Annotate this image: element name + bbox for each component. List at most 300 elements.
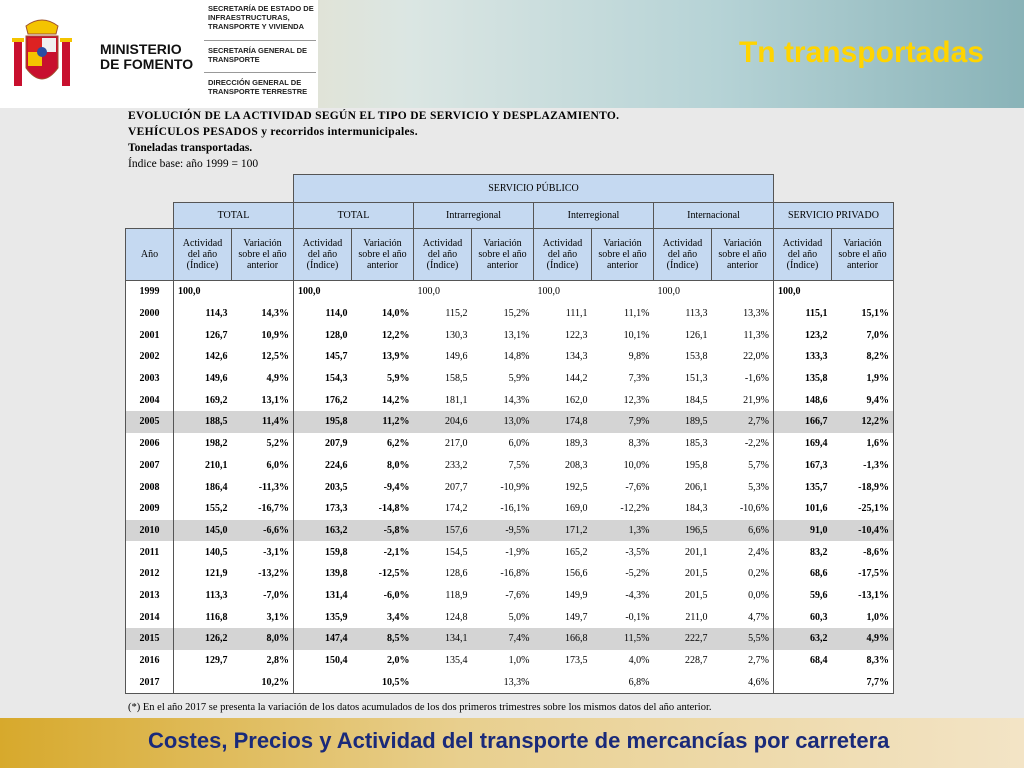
- table-row: [126, 411, 894, 433]
- table-row: [126, 650, 894, 672]
- index-cell: 126,2: [174, 628, 232, 650]
- index-cell: 204,6: [414, 411, 472, 433]
- year-cell: 2011: [126, 541, 174, 563]
- variation-cell: 0,0%: [712, 585, 774, 607]
- variation-cell: 5,9%: [472, 368, 534, 390]
- index-cell: 224,6: [294, 455, 352, 477]
- index-cell: 114,0: [294, 303, 352, 325]
- index-cell: 189,5: [654, 411, 712, 433]
- variation-cell: 13,3%: [472, 671, 534, 693]
- header-total: TOTAL: [174, 203, 294, 229]
- variation-cell: 7,4%: [472, 628, 534, 650]
- variation-cell: 10,5%: [352, 671, 414, 693]
- year-cell: 2014: [126, 606, 174, 628]
- index-cell: 159,8: [294, 541, 352, 563]
- variation-cell: 10,1%: [592, 324, 654, 346]
- index-cell: 100,0: [414, 281, 472, 303]
- index-cell: 140,5: [174, 541, 232, 563]
- header-variacion: Variación sobre el año anterior: [832, 229, 894, 281]
- subheader-row: [126, 229, 894, 281]
- year-cell: 2005: [126, 411, 174, 433]
- index-cell: 153,8: [654, 346, 712, 368]
- index-cell: 158,5: [414, 368, 472, 390]
- index-cell: 201,1: [654, 541, 712, 563]
- index-cell: 169,0: [534, 498, 592, 520]
- year-cell: 2013: [126, 585, 174, 607]
- header-ano: Año: [126, 229, 174, 281]
- variation-cell: -9,5%: [472, 520, 534, 542]
- variation-cell: -10,9%: [472, 476, 534, 498]
- table-caption: [128, 108, 619, 172]
- index-cell: 126,1: [654, 324, 712, 346]
- index-cell: 186,4: [174, 476, 232, 498]
- footnote: (*) En el año 2017 se presenta la variación de los datos acumulados de los dos primeros trimestres sobre los mismos datos del año anterior.: [128, 702, 712, 713]
- variation-cell: 2,7%: [712, 411, 774, 433]
- variation-cell: 2,0%: [352, 650, 414, 672]
- index-cell: 149,6: [174, 368, 232, 390]
- caption-line-4: Índice base: año 1999 = 100: [128, 158, 259, 170]
- variation-cell: 6,8%: [592, 671, 654, 693]
- variation-cell: -5,8%: [352, 520, 414, 542]
- index-cell: 123,2: [774, 324, 832, 346]
- index-cell: 201,5: [654, 563, 712, 585]
- index-cell: 173,3: [294, 498, 352, 520]
- variation-cell: -16,8%: [472, 563, 534, 585]
- variation-cell: -17,5%: [832, 563, 894, 585]
- index-cell: 135,8: [774, 368, 832, 390]
- secretaria-estado: SECRETARÍA DE ESTADO DE INFRAESTRUCTURAS, TRANSPORTE Y VIVIENDA: [208, 4, 314, 31]
- year-cell: 2010: [126, 520, 174, 542]
- year-cell: 2000: [126, 303, 174, 325]
- index-cell: 167,3: [774, 455, 832, 477]
- variation-cell: 5,7%: [712, 455, 774, 477]
- index-cell: 100,0: [654, 281, 712, 303]
- department-block: [200, 0, 318, 108]
- variation-cell: 4,9%: [832, 628, 894, 650]
- variation-cell: 6,0%: [472, 433, 534, 455]
- variation-cell: 15,1%: [832, 303, 894, 325]
- index-cell: [414, 671, 472, 693]
- index-cell: 128,0: [294, 324, 352, 346]
- index-cell: 207,7: [414, 476, 472, 498]
- variation-cell: 1,6%: [832, 433, 894, 455]
- index-cell: [294, 671, 352, 693]
- variation-cell: 4,9%: [232, 368, 294, 390]
- ministry-name: [100, 42, 193, 72]
- variation-cell: -8,6%: [832, 541, 894, 563]
- variation-cell: [352, 281, 414, 303]
- variation-cell: 8,0%: [232, 628, 294, 650]
- variation-cell: -10,4%: [832, 520, 894, 542]
- variation-cell: 0,2%: [712, 563, 774, 585]
- index-cell: 192,5: [534, 476, 592, 498]
- variation-cell: 7,5%: [472, 455, 534, 477]
- table-body: [126, 281, 894, 694]
- variation-cell: 5,5%: [712, 628, 774, 650]
- index-cell: 134,3: [534, 346, 592, 368]
- variation-cell: -16,1%: [472, 498, 534, 520]
- table-row: [126, 628, 894, 650]
- variation-cell: [472, 281, 534, 303]
- index-cell: 203,5: [294, 476, 352, 498]
- header-total-publico: TOTAL: [294, 203, 414, 229]
- variation-cell: 14,2%: [352, 389, 414, 411]
- variation-cell: -9,4%: [352, 476, 414, 498]
- table-row: [126, 433, 894, 455]
- index-cell: 151,3: [654, 368, 712, 390]
- variation-cell: 7,9%: [592, 411, 654, 433]
- ministry-logo-area: [0, 0, 200, 108]
- header-servicio-privado: SERVICIO PRIVADO: [774, 203, 894, 229]
- header-actividad: Actividad del año (Índice): [174, 229, 232, 281]
- year-cell: 1999: [126, 281, 174, 303]
- variation-cell: [712, 281, 774, 303]
- variation-cell: -25,1%: [832, 498, 894, 520]
- variation-cell: -6,0%: [352, 585, 414, 607]
- table-row: [126, 520, 894, 542]
- index-cell: 101,6: [774, 498, 832, 520]
- variation-cell: 15,2%: [472, 303, 534, 325]
- index-cell: 100,0: [534, 281, 592, 303]
- variation-cell: 10,2%: [232, 671, 294, 693]
- index-cell: 130,3: [414, 324, 472, 346]
- table-row: [126, 606, 894, 628]
- divider: [204, 40, 316, 41]
- index-cell: 68,4: [774, 650, 832, 672]
- variation-cell: 13,1%: [232, 389, 294, 411]
- variation-cell: -0,1%: [592, 606, 654, 628]
- index-cell: 147,4: [294, 628, 352, 650]
- variation-cell: 1,3%: [592, 520, 654, 542]
- variation-cell: 3,1%: [232, 606, 294, 628]
- variation-cell: 10,0%: [592, 455, 654, 477]
- index-cell: 222,7: [654, 628, 712, 650]
- header-internacional: Internacional: [654, 203, 774, 229]
- index-cell: [534, 671, 592, 693]
- table-row: [126, 498, 894, 520]
- variation-cell: -12,2%: [592, 498, 654, 520]
- year-cell: 2008: [126, 476, 174, 498]
- header-actividad: Actividad del año (Índice): [534, 229, 592, 281]
- variation-cell: -12,5%: [352, 563, 414, 585]
- index-cell: 181,1: [414, 389, 472, 411]
- index-cell: 189,3: [534, 433, 592, 455]
- year-cell: 2004: [126, 389, 174, 411]
- caption-line-1: EVOLUCIÓN DE LA ACTIVIDAD SEGÚN EL TIPO DE SERVICIO Y DESPLAZAMIENTO.: [128, 110, 620, 122]
- index-cell: 233,2: [414, 455, 472, 477]
- variation-cell: 12,2%: [352, 324, 414, 346]
- header-variacion: Variación sobre el año anterior: [232, 229, 294, 281]
- index-cell: [774, 671, 832, 693]
- variation-cell: 13,1%: [472, 324, 534, 346]
- variation-cell: 12,5%: [232, 346, 294, 368]
- index-cell: 176,2: [294, 389, 352, 411]
- index-cell: 100,0: [174, 281, 232, 303]
- index-cell: 188,5: [174, 411, 232, 433]
- header-interregional: Interregional: [534, 203, 654, 229]
- variation-cell: 4,7%: [712, 606, 774, 628]
- index-cell: 124,8: [414, 606, 472, 628]
- index-cell: 91,0: [774, 520, 832, 542]
- index-cell: 131,4: [294, 585, 352, 607]
- index-cell: 100,0: [774, 281, 832, 303]
- table-row: [126, 389, 894, 411]
- index-cell: 128,6: [414, 563, 472, 585]
- year-cell: 2012: [126, 563, 174, 585]
- index-cell: 154,5: [414, 541, 472, 563]
- index-cell: 174,8: [534, 411, 592, 433]
- index-cell: 169,2: [174, 389, 232, 411]
- index-cell: 184,5: [654, 389, 712, 411]
- variation-cell: -2,2%: [712, 433, 774, 455]
- year-cell: 2006: [126, 433, 174, 455]
- variation-cell: 2,7%: [712, 650, 774, 672]
- year-cell: 2002: [126, 346, 174, 368]
- variation-cell: 5,9%: [352, 368, 414, 390]
- index-cell: 166,8: [534, 628, 592, 650]
- variation-cell: -3,5%: [592, 541, 654, 563]
- index-cell: 116,8: [174, 606, 232, 628]
- variation-cell: 8,3%: [592, 433, 654, 455]
- index-cell: 113,3: [174, 585, 232, 607]
- index-cell: 111,1: [534, 303, 592, 325]
- index-cell: [654, 671, 712, 693]
- variation-cell: 12,3%: [592, 389, 654, 411]
- variation-cell: 11,2%: [352, 411, 414, 433]
- index-cell: 228,7: [654, 650, 712, 672]
- variation-cell: 13,9%: [352, 346, 414, 368]
- variation-cell: 14,8%: [472, 346, 534, 368]
- data-table: [125, 174, 894, 694]
- index-cell: 133,3: [774, 346, 832, 368]
- index-cell: 201,5: [654, 585, 712, 607]
- index-cell: 100,0: [294, 281, 352, 303]
- index-cell: 59,6: [774, 585, 832, 607]
- variation-cell: -7,6%: [472, 585, 534, 607]
- caption-line-2: VEHÍCULOS PESADOS y recorridos intermunicipales.: [128, 126, 418, 138]
- blank-cell: [126, 175, 294, 203]
- variation-cell: -4,3%: [592, 585, 654, 607]
- variation-cell: 6,0%: [232, 455, 294, 477]
- blank-cell: [774, 175, 894, 203]
- index-cell: 156,6: [534, 563, 592, 585]
- index-cell: 184,3: [654, 498, 712, 520]
- index-cell: 121,9: [174, 563, 232, 585]
- index-cell: 129,7: [174, 650, 232, 672]
- index-cell: 150,4: [294, 650, 352, 672]
- variation-cell: [232, 281, 294, 303]
- header-intrarregional: Intrarregional: [414, 203, 534, 229]
- header-actividad: Actividad del año (Índice): [654, 229, 712, 281]
- caption-line-3: Toneladas transportadas.: [128, 142, 253, 154]
- index-cell: 144,2: [534, 368, 592, 390]
- variation-cell: 7,0%: [832, 324, 894, 346]
- variation-cell: 8,0%: [352, 455, 414, 477]
- variation-cell: -6,6%: [232, 520, 294, 542]
- variation-cell: 2,8%: [232, 650, 294, 672]
- variation-cell: 6,2%: [352, 433, 414, 455]
- variation-cell: 4,6%: [712, 671, 774, 693]
- variation-cell: 11,5%: [592, 628, 654, 650]
- index-cell: 148,6: [774, 389, 832, 411]
- index-cell: 149,7: [534, 606, 592, 628]
- index-cell: 60,3: [774, 606, 832, 628]
- index-cell: 173,5: [534, 650, 592, 672]
- variation-cell: -11,3%: [232, 476, 294, 498]
- year-cell: 2015: [126, 628, 174, 650]
- index-cell: 211,0: [654, 606, 712, 628]
- variation-cell: 5,2%: [232, 433, 294, 455]
- variation-cell: 2,4%: [712, 541, 774, 563]
- table-row: [126, 671, 894, 693]
- index-cell: 165,2: [534, 541, 592, 563]
- secretaria-general: SECRETARÍA GENERAL DE TRANSPORTE: [208, 46, 308, 64]
- variation-cell: -7,6%: [592, 476, 654, 498]
- variation-cell: -10,6%: [712, 498, 774, 520]
- variation-cell: 1,0%: [832, 606, 894, 628]
- index-cell: 113,3: [654, 303, 712, 325]
- index-cell: 122,3: [534, 324, 592, 346]
- index-cell: 198,2: [174, 433, 232, 455]
- variation-cell: 7,3%: [592, 368, 654, 390]
- header-variacion: Variación sobre el año anterior: [352, 229, 414, 281]
- variation-cell: 13,3%: [712, 303, 774, 325]
- index-cell: 166,7: [774, 411, 832, 433]
- variation-cell: -14,8%: [352, 498, 414, 520]
- index-cell: 142,6: [174, 346, 232, 368]
- footer-title: Costes, Precios y Actividad del transporte de mercancías por carretera: [148, 728, 890, 753]
- table-row: [126, 346, 894, 368]
- index-cell: 145,0: [174, 520, 232, 542]
- table-row: [126, 455, 894, 477]
- index-cell: 114,3: [174, 303, 232, 325]
- index-cell: 149,6: [414, 346, 472, 368]
- index-cell: 145,7: [294, 346, 352, 368]
- variation-cell: -5,2%: [592, 563, 654, 585]
- index-cell: 196,5: [654, 520, 712, 542]
- year-cell: 2009: [126, 498, 174, 520]
- variation-cell: -3,1%: [232, 541, 294, 563]
- variation-cell: 9,8%: [592, 346, 654, 368]
- variation-cell: 1,9%: [832, 368, 894, 390]
- index-cell: 210,1: [174, 455, 232, 477]
- index-cell: 163,2: [294, 520, 352, 542]
- year-cell: 2003: [126, 368, 174, 390]
- variation-cell: -13,2%: [232, 563, 294, 585]
- index-cell: [174, 671, 232, 693]
- variation-cell: 14,3%: [232, 303, 294, 325]
- header-variacion: Variación sobre el año anterior: [712, 229, 774, 281]
- variation-cell: 7,7%: [832, 671, 894, 693]
- variation-cell: 10,9%: [232, 324, 294, 346]
- variation-cell: -18,9%: [832, 476, 894, 498]
- variation-cell: -1,6%: [712, 368, 774, 390]
- index-cell: 155,2: [174, 498, 232, 520]
- year-cell: 2001: [126, 324, 174, 346]
- variation-cell: 5,3%: [712, 476, 774, 498]
- index-cell: 157,6: [414, 520, 472, 542]
- variation-cell: 13,0%: [472, 411, 534, 433]
- index-cell: 83,2: [774, 541, 832, 563]
- header-actividad: Actividad del año (Índice): [774, 229, 832, 281]
- variation-cell: 22,0%: [712, 346, 774, 368]
- divider: [204, 72, 316, 73]
- variation-cell: 3,4%: [352, 606, 414, 628]
- header-actividad: Actividad del año (Índice): [294, 229, 352, 281]
- variation-cell: 1,0%: [472, 650, 534, 672]
- table-row: [126, 476, 894, 498]
- index-cell: 135,4: [414, 650, 472, 672]
- index-cell: 63,2: [774, 628, 832, 650]
- variation-cell: 8,5%: [352, 628, 414, 650]
- table-row: [126, 563, 894, 585]
- variation-cell: [592, 281, 654, 303]
- variation-cell: 11,1%: [592, 303, 654, 325]
- index-cell: 162,0: [534, 389, 592, 411]
- index-cell: 217,0: [414, 433, 472, 455]
- index-cell: 135,9: [294, 606, 352, 628]
- variation-cell: -7,0%: [232, 585, 294, 607]
- variation-cell: -16,7%: [232, 498, 294, 520]
- index-cell: 169,4: [774, 433, 832, 455]
- index-cell: 174,2: [414, 498, 472, 520]
- index-cell: 115,1: [774, 303, 832, 325]
- index-cell: 68,6: [774, 563, 832, 585]
- variation-cell: 14,3%: [472, 389, 534, 411]
- index-cell: 206,1: [654, 476, 712, 498]
- variation-cell: -1,9%: [472, 541, 534, 563]
- index-cell: 185,3: [654, 433, 712, 455]
- variation-cell: 12,2%: [832, 411, 894, 433]
- index-cell: 139,8: [294, 563, 352, 585]
- variation-cell: -2,1%: [352, 541, 414, 563]
- index-cell: 208,3: [534, 455, 592, 477]
- variation-cell: [832, 281, 894, 303]
- index-cell: 115,2: [414, 303, 472, 325]
- year-cell: 2016: [126, 650, 174, 672]
- table-row: [126, 281, 894, 303]
- header-variacion: Variación sobre el año anterior: [592, 229, 654, 281]
- index-cell: 195,8: [294, 411, 352, 433]
- header-variacion: Variación sobre el año anterior: [472, 229, 534, 281]
- variation-cell: 8,3%: [832, 650, 894, 672]
- ministry-name-text: MINISTERIO DE FOMENTO: [100, 41, 194, 72]
- index-cell: 135,7: [774, 476, 832, 498]
- coat-of-arms-icon: [8, 12, 76, 98]
- index-cell: 118,9: [414, 585, 472, 607]
- header-actividad: Actividad del año (Índice): [414, 229, 472, 281]
- index-cell: 126,7: [174, 324, 232, 346]
- variation-cell: 21,9%: [712, 389, 774, 411]
- variation-cell: 11,4%: [232, 411, 294, 433]
- year-cell: 2007: [126, 455, 174, 477]
- table-row: [126, 541, 894, 563]
- index-cell: 154,3: [294, 368, 352, 390]
- table-row: [126, 368, 894, 390]
- direccion-general: DIRECCIÓN GENERAL DE TRANSPORTE TERRESTRE: [208, 78, 308, 96]
- variation-cell: 11,3%: [712, 324, 774, 346]
- variation-cell: 9,4%: [832, 389, 894, 411]
- variation-cell: 6,6%: [712, 520, 774, 542]
- table-row: [126, 303, 894, 325]
- index-cell: 171,2: [534, 520, 592, 542]
- variation-cell: 5,0%: [472, 606, 534, 628]
- year-cell: 2017: [126, 671, 174, 693]
- variation-cell: 4,0%: [592, 650, 654, 672]
- index-cell: 195,8: [654, 455, 712, 477]
- header-servicio-publico: SERVICIO PÚBLICO: [294, 175, 774, 203]
- table-row: [126, 324, 894, 346]
